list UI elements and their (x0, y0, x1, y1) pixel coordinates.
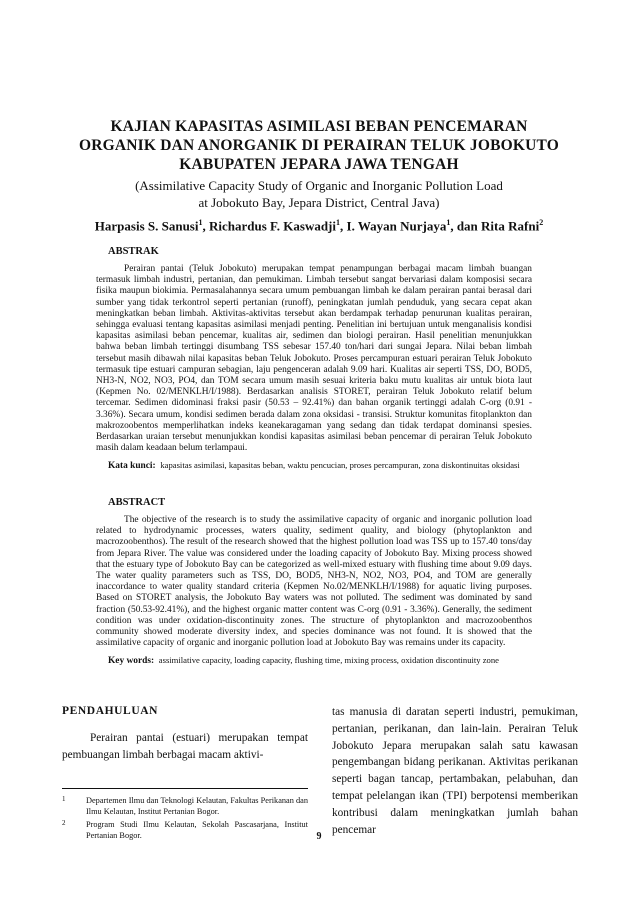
author-name: I. Wayan Nurjaya (346, 218, 447, 234)
abstrak-text: Perairan pantai (Teluk Jobokuto) merupakan tempat penampungan berbagai macam limbah buangan termasuk limbah industri, pertanian, dan pemukiman. Limbah tersebut sangat bervariasi dalam komposisi secara fisika maupun biokimia. Permasalahannya secara umum pembuangan limbah ke dalam perairan pantai berasal dari sumber yang tidak terkontrol seperti pertanian (runoff), peningkatan jumlah penduduk, yang secara cepat akan meningkatkan beban limbah. Aktivitas-aktivitas tersebut akan berdampak terhadap penurunan kualitas perairan, sehingga evaluasi tentang kapasitas asimilasi menjadi penting. Penelitian ini bertujuan untuk menganalisis kondisi kapasitas asimilasi beban pencemar, kualitas air, sedimen dan biologi perairan. Hasil penelitian menunjukkan bahwa beban limbah tertinggi disumbang TSS sebesar 157.40 ton/hari dari sungai Jepara. Nilai beban limbah tersebut masih dibawah nilai kapasitas beban Teluk Jobokuto. Proses percampuran estuari perairan Teluk Jobokuto termasuk tipe estuari campuran sebagian, laju pengenceran adalah 9.09 hari. Kualitas air seperti TSS, DO, BOD5, NH3-N, NO2, NO3, PO4, dan TOM secara umum masih sesuai kriteria baku mutu kualitas air untuk biota laut (Kepmen No. 02/MENKLH/I/1988). Berdasarkan analisis STORET, perairan Teluk Jobokuto relatif belum tercemar. Sedimen didominasi fraksi pasir (50.53 – 92.41%) dan bahan organik tertinggi adalah C-org (0.91 - 3.36%). Secara umum, kondisi sedimen berada dalam zona oksidasi - transisi. Struktur komunitas fitoplankton dan makrozoobentos memperlihatkan indeks keanekaragaman yang sedang dan tidak terdapat dominansi spesies. Berdasarkan uraian tersebut menunjukkan kondisi kapasitas asimilasi beban pencemar di perairan Teluk Jobokuto masih dalam keadaan belum terlampaui. (96, 264, 532, 454)
paper-subtitle (80, 177, 558, 211)
author-separator: , (340, 218, 347, 234)
author-affiliation-mark: 2 (539, 218, 544, 227)
author-affiliation-mark: 1 (336, 218, 341, 227)
author-name: Harpasis S. Sanusi (94, 218, 199, 234)
footnote-divider (62, 788, 308, 789)
kata-kunci-label: Kata kunci (108, 461, 153, 472)
author-list (60, 214, 578, 234)
author-name: Richardus F. Kaswadji (208, 218, 337, 234)
footnote-mark: 1 (62, 795, 66, 803)
footnote-mark: 2 (62, 819, 66, 828)
title-line: KAJIAN KAPASITAS ASIMILASI BEBAN PENCEMARAN (110, 118, 528, 135)
footnote-text: Program Studi Ilmu Kelautan, Sekolah Pascasarjana, Institut Pertanian Bogor. (86, 820, 308, 840)
key-words-terms: assimilative capacity, loading capacity, flushing time, mixing process, oxidation discontinuity zone (158, 655, 499, 666)
abstract-section (96, 496, 532, 668)
author-name: Rita Rafni (481, 218, 540, 234)
kata-kunci: Kata kunci: kapasitas asimilasi, kapasitas beban, waktu pencucian, proses percampuran, zona diskontinuitas oksidasi (108, 460, 520, 472)
body-paragraph: Perairan pantai (estuari) merupakan tempat pembuangan limbah berbagai macam aktivi- (62, 732, 308, 761)
section-heading-pendahuluan: PENDAHULUAN (62, 705, 159, 717)
key-words: Key words: assimilative capacity, loading capacity, flushing time, mixing process, oxidation discontinuity zone (108, 655, 499, 667)
abstract-heading: ABSTRACT (108, 497, 166, 508)
subtitle-line: (Assimilative Capacity Study of Organic and Inorganic Pollution Load (135, 178, 503, 193)
subtitle-line: at Jobokuto Bay, Jepara District, Central Java) (198, 195, 440, 210)
author-affiliation-mark: 1 (198, 218, 203, 227)
right-column (332, 704, 578, 838)
author-affiliation-mark: 1 (446, 218, 451, 227)
key-words-label: Key words (108, 656, 151, 667)
author-separator: , dan (450, 218, 482, 234)
abstrak-section (96, 245, 532, 473)
footnote (62, 796, 308, 817)
body-paragraph: tas manusia di daratan seperti industri, pemukiman, pertanian, perikanan, dan lain-lain. Perairan Teluk Jobokuto Jepara merupakan salah satu kawasan pengembangan bidang perikanan. Aktivitas perikanan seperti bagan tancap, pertambakan, pelabuhan, dan tempat pelelangan ikan (TPI) berpotensi memberikan kontribusi dalam meningkatkan jumlah bahan pencemar (332, 706, 578, 836)
paper-title (60, 117, 578, 174)
abstract-text: The objective of the research is to study the assimilative capacity of organic and inorganic pollution load related to hydrodynamic processes, waters quality, sediment quality, and biology (phytoplankton and macrozoobenthos). The result of the research showed that the highest pollution load was TSS up to 157.40 tons/day from Jepara River. The value was considered under the loading capacity of Jobokuto Bay. Mixing process showed that the estuary type of Jobokuto Bay can be categorized as well-mixed estuary with flushing time about 9.09 days. The water quality parameters such as TSS, DO, BOD5, NH3-N, NO2, NO3, PO4, and TOM are generally inaccordance to water quality standard criteria (Kepmen No.02/MENKLH/I/1988) for aquatic living purposes. Based on STORET analysis, the Jobokuto Bay waters was not polluted. The sediment was dominated by sand fraction (50.53-92.41%), and the highest organic matter content was C-org (0.91 - 3.36%). Generally, the sediment condition was under oxidation-discontinuity zones. The structure of phytoplankton and macrozoobenthos community showed moderate diversity index, and species dominance was not found. It is showed that the assimilative capacity of organic and inorganic pollution load at Jobokuto Bay was remains under its capacity. (96, 515, 532, 649)
page-number: 9 (316, 831, 322, 842)
abstrak-heading: ABSTRAK (108, 246, 159, 257)
title-line: ORGANIK DAN ANORGANIK DI PERAIRAN TELUK JOBOKUTO (78, 137, 560, 154)
title-line: KABUPATEN JEPARA JAWA TENGAH (179, 156, 459, 173)
kata-kunci-terms: kapasitas asimilasi, kapasitas beban, waktu pencucian, proses percampuran, zona diskontinuitas oksidasi (160, 460, 520, 471)
footnote-text: Departemen Ilmu dan Teknologi Kelautan, Fakultas Perikanan dan Ilmu Kelautan, Institut Pertanian Bogor. (86, 796, 308, 816)
author-separator: , (202, 218, 209, 234)
left-column (62, 704, 308, 764)
